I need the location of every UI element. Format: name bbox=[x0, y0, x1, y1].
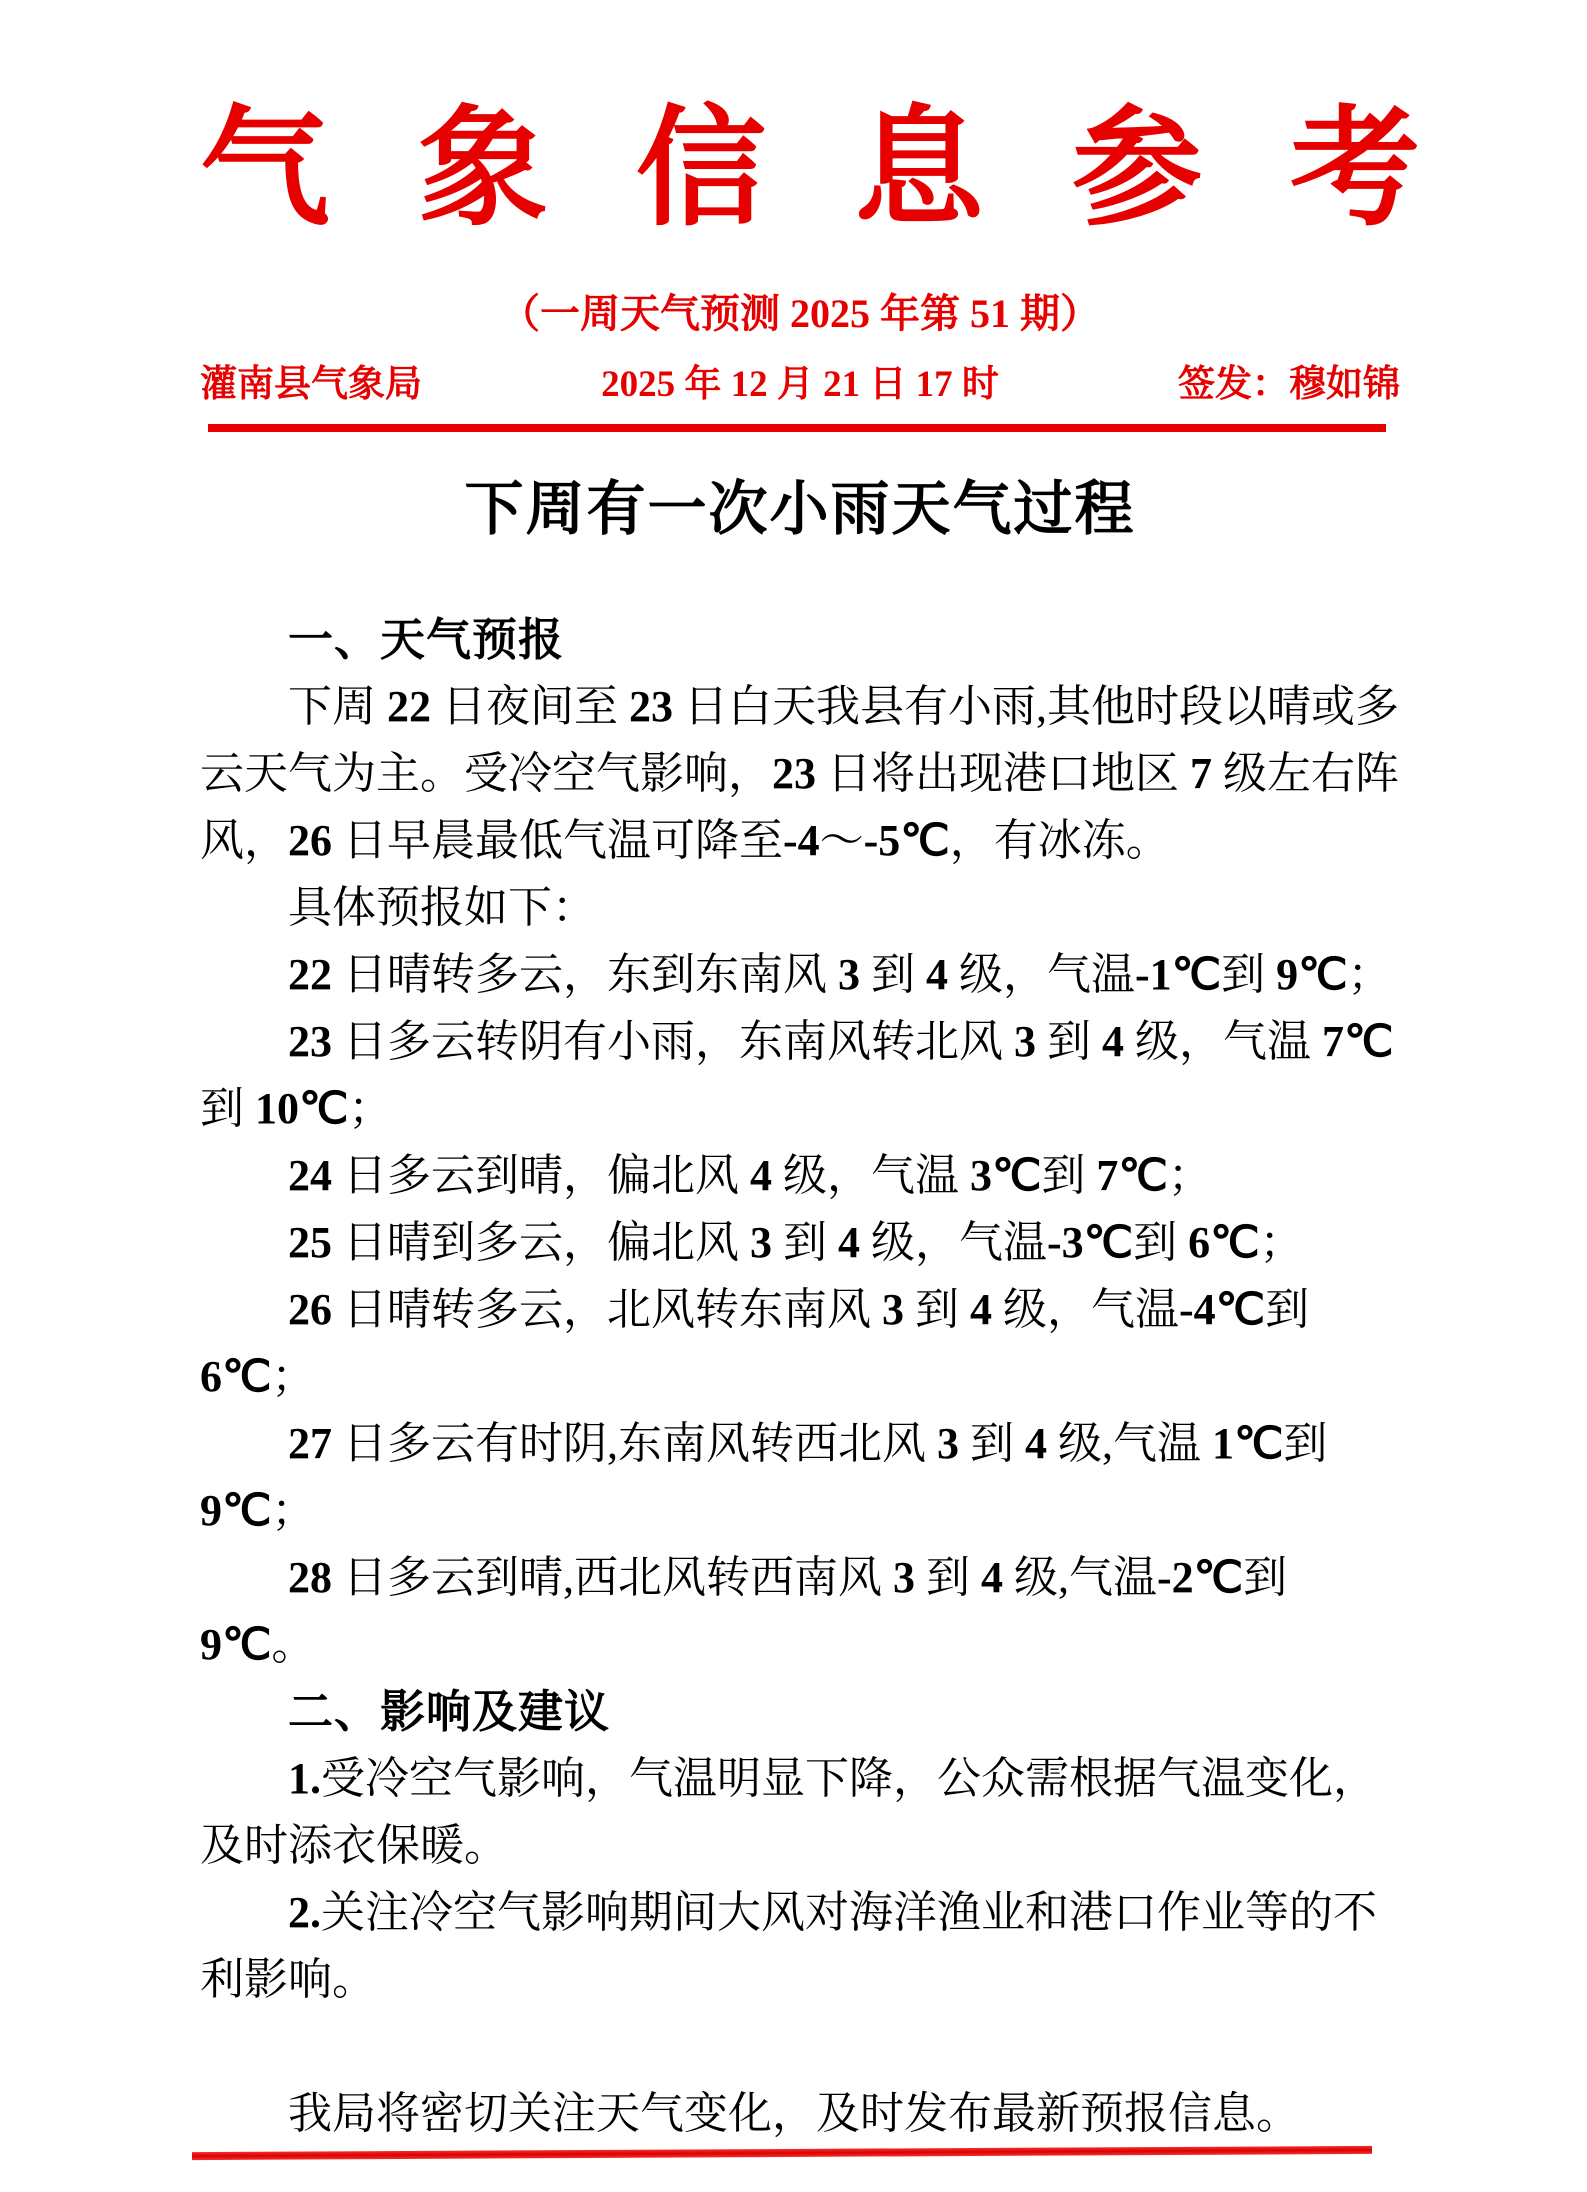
footer-red-rule bbox=[192, 2145, 1372, 2159]
masthead-info-row bbox=[200, 360, 1400, 410]
issuing-agency: 灌南县气象局 bbox=[200, 363, 422, 405]
page-content bbox=[0, 96, 1587, 2157]
signer: 签发：穆如锦 bbox=[1178, 363, 1400, 405]
forecast-line: 23 日多云转阴有小雨，东南风转北风 3 到 4 级，气温 7℃到 10℃； bbox=[200, 1016, 1394, 1133]
forecast-line: 27 日多云有时阴,东南风转西北风 3 到 4 级,气温 1℃到 9℃； bbox=[200, 1418, 1328, 1535]
section-1-heading: 一、天气预报 bbox=[288, 613, 565, 665]
bulletin-page bbox=[0, 96, 1587, 2192]
forecast-line: 26 日晴转多云，北风转东南风 3 到 4 级，气温-4℃到 6℃； bbox=[200, 1284, 1310, 1401]
forecast-leadin: 具体预报如下： bbox=[288, 882, 596, 932]
document-title: 下周有一次小雨天气过程 bbox=[464, 475, 1136, 542]
forecast-line: 22 日晴转多云，东到东南风 3 到 4 级，气温-1℃到 9℃； bbox=[288, 949, 1392, 999]
masthead-title: 气象信息参考 bbox=[200, 98, 1509, 242]
document-body bbox=[200, 606, 1400, 2147]
forecast-line: 24 日多云到晴，偏北风 4 级，气温 3℃到 7℃； bbox=[288, 1150, 1212, 1200]
intro-paragraph: 下周 22 日夜间至 23 日白天我县有小雨,其他时段以晴或多云天气为主。受冷空气影响，23 日将出现港口地区 7 级左右阵风，26 日早晨最低气温可降至-4～-5℃，有冰冻。 bbox=[200, 681, 1399, 865]
section-2-heading: 二、影响及建议 bbox=[288, 1685, 611, 1737]
forecast-line: 25 日晴到多云，偏北风 3 到 4 级，气温-3℃到 6℃； bbox=[288, 1217, 1304, 1267]
issue-subtitle: （一周天气预测 2025 年第 51 期） bbox=[500, 290, 1100, 336]
header-red-rule bbox=[208, 424, 1386, 432]
closing-note: 我局将密切关注天气变化，及时发布最新预报信息。 bbox=[288, 2088, 1300, 2138]
advisory-item: 2.关注冷空气影响期间大风对海洋渔业和港口作业等的不利影响。 bbox=[200, 1887, 1377, 2004]
advisory-item: 1.受冷空气影响，气温明显下降，公众需根据气温变化，及时添衣保暖。 bbox=[200, 1753, 1377, 1870]
forecast-line: 28 日多云到晴,西北风转西南风 3 到 4 级,气温-2℃到 9℃。 bbox=[200, 1552, 1288, 1669]
issue-datetime: 2025 年 12 月 21 日 17 时 bbox=[601, 363, 999, 405]
